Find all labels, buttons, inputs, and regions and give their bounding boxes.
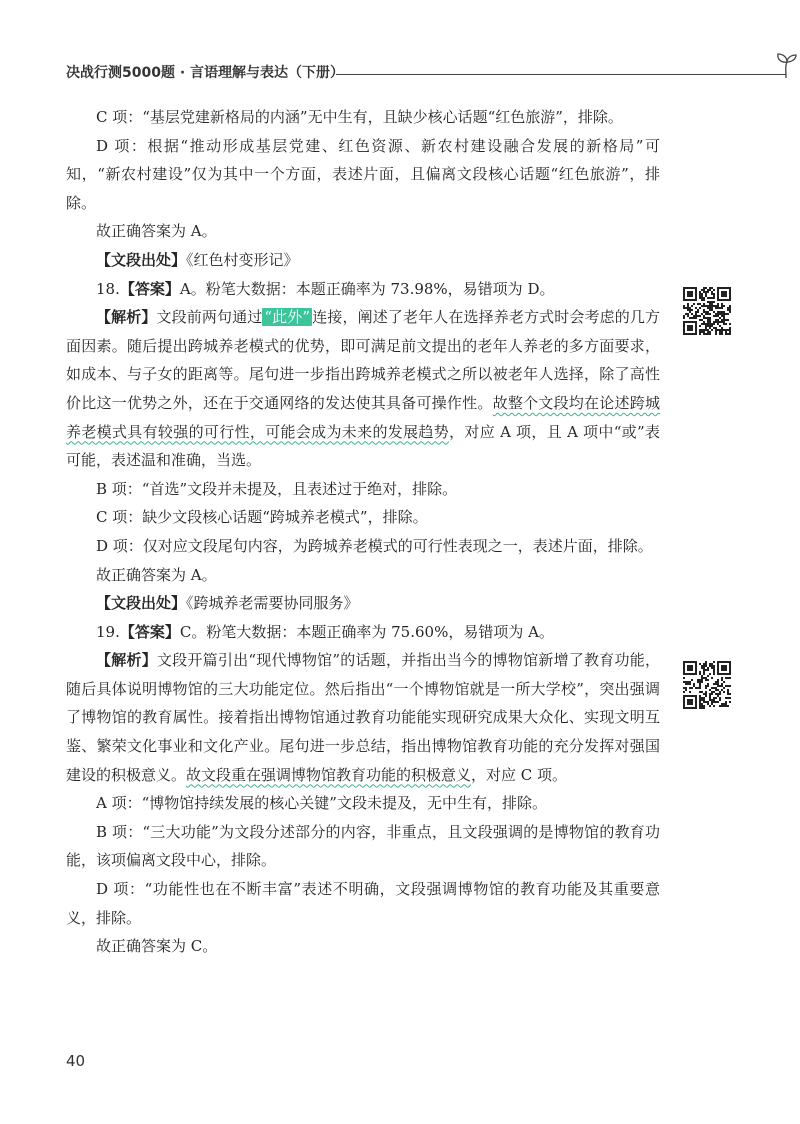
q18-analysis bbox=[66, 303, 660, 475]
highlighted-keyword: “此外” bbox=[264, 308, 311, 327]
q19-analysis bbox=[66, 646, 660, 789]
q17-conclusion: 故正确答案为 A。 bbox=[96, 222, 217, 241]
analysis-label: 【解析】 bbox=[96, 651, 157, 670]
key-sentence: 故整个文段均在论述跨城养老模式具有较强的可行性，可能会成为未来的发展趋势 bbox=[66, 393, 660, 441]
q18-option-c: C 项：缺少文段核心话题“跨城养老模式”，排除。 bbox=[96, 508, 428, 527]
q18-option-d: D 项：仅对应文段尾句内容，为跨城养老模式的可行性表现之一，表述片面，排除。 bbox=[96, 536, 653, 555]
q17-source bbox=[66, 246, 660, 275]
book-title: 决战行测5000题 · 言语理解与表达（下册） bbox=[66, 65, 345, 81]
page-number: 40 bbox=[66, 1052, 86, 1070]
source-text: 《红色村变形记》 bbox=[186, 250, 299, 269]
analysis-text: 连接，阐述了老年人在选择养老方式时会考虑的几方面因素。随后提出跨城养老模式的优势，即可满足前文提出的老年人养老的多方面要求，如成本、与子女的距离等。尾句进一步指出跨城养老模式之所以被老年人选择，除了高性价比这一优势之外，还在于交通网络的发达使其具备可操作性。 bbox=[66, 308, 660, 412]
analysis-text: 文段前两句通过 bbox=[156, 308, 263, 327]
q19-option-a: A 项：“博物馆持续发展的核心关键”文段未提及，无中生有，排除。 bbox=[96, 794, 547, 813]
q18-answer bbox=[66, 275, 660, 304]
source-label: 【文段出处】 bbox=[96, 594, 187, 613]
analysis-text: ，对应 A 项，且 A 项中“或”表可能，表述温和准确，当选。 bbox=[66, 422, 660, 470]
q19-conclusion: 故正确答案为 C。 bbox=[96, 937, 218, 956]
analysis-text: ，对应 C 项。 bbox=[471, 765, 568, 784]
source-text: 《跨城养老需要协同服务》 bbox=[186, 594, 359, 613]
answer-explanations bbox=[66, 103, 660, 961]
answer-label: 【答案】 bbox=[119, 279, 180, 298]
qr-code-icon bbox=[683, 661, 731, 709]
analysis-text: 文段开篇引出“现代博物馆”的话题，并指出当今的博物馆新增了教育功能，随后具体说明博物馆的三大功能定位。然后指出“一个博物馆就是一所大学校”，突出强调了博物馆的教育属性。接着指出博物馆通过教育功能能实现研究成果大众化、实现文明互鉴、繁荣文化事业和文化产业。尾句进一步总结，指出博物馆教育功能的充分发挥对强国建设的积极意义。 bbox=[66, 651, 660, 784]
qr-code-icon bbox=[683, 287, 731, 335]
q18-conclusion: 故正确答案为 A。 bbox=[96, 565, 217, 584]
sprout-icon bbox=[772, 52, 800, 82]
q18-source bbox=[66, 589, 660, 618]
q19-option-d: D 项：“功能性也在不断丰富”表述不明确，文段强调博物馆的教育功能及其重要意义，排除。 bbox=[66, 880, 660, 927]
q17-option-d: D 项：根据“推动形成基层党建、红色资源、新农村建设融合发展的新格局”可知，“新农村建设”仅为其中一个方面，表述片面，且偏离文段核心话题“红色旅游”，排除。 bbox=[66, 136, 660, 212]
q17-option-c: C 项：“基层党建新格局的内涵”无中生有，且缺少核心话题“红色旅游”，排除。 bbox=[96, 108, 623, 126]
key-sentence: 故文段重在强调博物馆教育功能的积极意义 bbox=[186, 765, 472, 784]
answer-text: A。粉笔大数据：本题正确率为 73.98%，易错项为 D。 bbox=[179, 279, 555, 298]
header-rule bbox=[336, 74, 786, 75]
running-header bbox=[66, 52, 756, 92]
q19-option-b: B 项：“三大功能”为文段分述部分的内容，非重点，且文段强调的是博物馆的教育功能，该项偏离文段中心，排除。 bbox=[66, 822, 660, 870]
q18-option-b: B 项：“首选”文段并未提及，且表述过于绝对，排除。 bbox=[96, 479, 458, 498]
source-label: 【文段出处】 bbox=[96, 250, 187, 269]
answer-text: C。粉笔大数据：本题正确率为 75.60%，易错项为 A。 bbox=[179, 622, 554, 641]
analysis-label: 【解析】 bbox=[96, 308, 157, 327]
q19-answer bbox=[66, 618, 660, 647]
answer-label: 【答案】 bbox=[119, 622, 180, 641]
question-number: 18. bbox=[96, 279, 120, 298]
question-number: 19. bbox=[96, 622, 120, 641]
